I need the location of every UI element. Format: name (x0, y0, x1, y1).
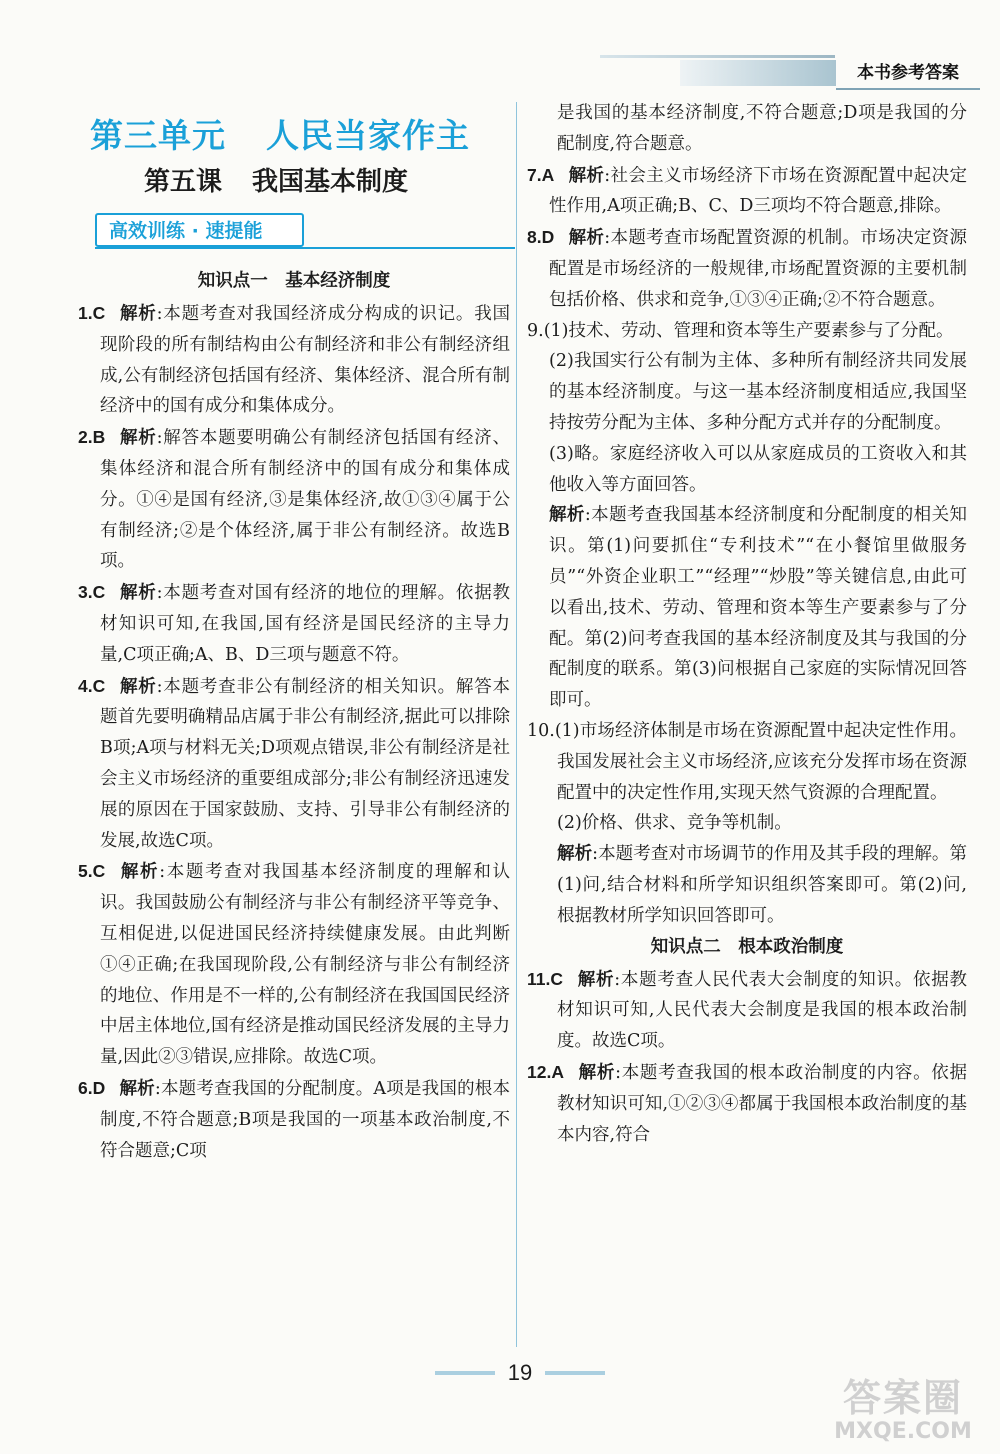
right-column (527, 98, 967, 1150)
answer-item-9-analysis (527, 500, 967, 716)
answer-item-6-continued: 是我国的基本经济制度,不符合题意;D项是我国的分配制度,符合题意。 (557, 103, 967, 154)
watermark-logo (818, 1376, 988, 1446)
analysis-label: 解析 (119, 676, 157, 697)
answer-item-9-part-2: (2)我国实行公有制为主体、多种所有制经济共同发展的基本经济制度。与这一基本经济制度相适应,我国坚持按劳分配为主体、多种分配方式并存的分配制度。 (549, 351, 967, 433)
answer-item-12 (527, 1057, 967, 1150)
lesson-title-name: 我国基本制度 (252, 167, 409, 197)
answer-number: 11.C (527, 968, 563, 989)
page-footer (420, 1360, 620, 1390)
answer-number: 2.B (78, 427, 106, 448)
answer-text: :本题考查我国的根本政治制度的内容。依据教材知识可知,①②③④都属于我国根本政治制度的基本内容,符合 (557, 1062, 967, 1145)
analysis-label: 解析 (577, 1062, 616, 1083)
footer-decor-right (545, 1371, 605, 1375)
analysis-label: 解析 (119, 583, 157, 604)
unit-title-name: 人民当家作主 (266, 116, 470, 155)
answer-text: :本题考查我国的分配制度。A项是我国的根本制度,不符合题意;B项是我国的一项基本政治制度,不符合题意;C项 (100, 1078, 510, 1161)
answer-item-10-part-1: 10.(1)市场经济体制是市场在资源配置中起决定性作用。我国发展社会主义市场经济,应该充分发挥市场在资源配置中的决定性作用,实现天然气资源的合理配置。 (527, 720, 967, 803)
section-badge (95, 213, 307, 247)
analysis-label: 解析 (568, 228, 605, 249)
answer-text: :社会主义市场经济下市场在资源配置中起决定性作用,A项正确;B、C、D三项均不符合题意,排除。 (549, 165, 967, 217)
footer-decor-left (435, 1371, 495, 1375)
answer-text: :本题考查对我国经济成分构成的识记。我国现阶段的所有制结构由公有制经济和非公有制经济组成,公有制经济包括国有经济、集体经济、混合所有制经济中的国有成分和集体成分。 (100, 304, 510, 417)
answer-text: :本题考查对国有经济的地位的理解。依据教材知识可知,在我国,国有经济是国民经济的主导力量,C项正确;A、B、D三项与题意不符。 (100, 583, 510, 665)
header-label: 本书参考答案 (836, 58, 980, 90)
analysis-text: :本题考查对市场调节的作用及其手段的理解。第(1)问,结合材料和所学知识组织答案即可。第(2)问,根据教材所学知识回答即可。 (557, 844, 967, 926)
section-heading-1: 知识点一 基本经济制度 (197, 271, 391, 291)
answer-text: :解答本题要明确公有制经济包括国有经济、集体经济和混合所有制经济中的国有成分和集体成分。①④是国有经济,③是集体经济,故①③④属于公有制经济;②是个体经济,属于非公有制经济。故选B项。 (100, 428, 510, 572)
lesson-title-number: 第五课 (144, 167, 223, 197)
analysis-label: 解析 (119, 304, 157, 324)
left-column (78, 266, 510, 1166)
answer-number: 7.A (527, 164, 555, 185)
analysis-label: 解析 (549, 505, 585, 526)
answer-item-10-part-2: (2)价格、供求、竞争等机制。 (557, 813, 792, 834)
answer-item-6 (78, 1073, 510, 1166)
analysis-label: 解析 (568, 165, 605, 186)
answer-item-4 (78, 671, 510, 857)
lesson-title (144, 161, 464, 198)
section-badge-box (95, 213, 304, 247)
unit-title-number: 第三单元 (90, 116, 226, 155)
answer-item-2 (78, 422, 510, 577)
answer-text: :本题考查非公有制经济的相关知识。解答本题首先要明确精品店属于非公有制经济,据此可以排除B项;A项与材料无关;D项观点错误,非公有制经济是社会主义市场经济的重要组成部分;非公有制经济迅速发展的原因在于国家鼓励、支持、引导非公有制经济的发展,故选C项。 (100, 676, 510, 851)
answer-item-9-part-1: 9.(1)技术、劳动、管理和资本等生产要素参与了分配。 (527, 320, 954, 341)
section-badge-label: 高效训练 · 速提能 (109, 220, 263, 242)
analysis-label: 解析 (119, 428, 157, 449)
answer-number: 12.A (527, 1061, 564, 1082)
page-number: 19 (507, 1360, 533, 1385)
answer-item-1 (78, 298, 510, 422)
answer-text: :本题考查人民代表大会制度的知识。依据教材知识可知,人民代表大会制度是我国的根本政治制度。故选C项。 (557, 969, 967, 1052)
answer-text: :本题考查市场配置资源的机制。市场决定资源配置是市场经济的一般规律,市场配置资源的主要机制包括价格、供求和竞争,①③④正确;②不符合题意。 (549, 228, 967, 310)
section-heading-2: 知识点二 根本政治制度 (650, 936, 844, 957)
watermark-url: MXQE.COM (834, 1419, 972, 1444)
answer-item-5 (78, 856, 510, 1073)
header-decor-line (600, 55, 835, 58)
analysis-label: 解析 (119, 862, 160, 883)
answer-item-9-part-3: (3)略。家庭经济收入可以从家庭成员的工资收入和其他收入等方面回答。 (549, 443, 967, 495)
answer-item-3 (78, 577, 510, 670)
answer-text: :本题考查对我国基本经济制度的理解和认识。我国鼓励公有制经济与非公有制经济平等竞争、互相促进,以促进国民经济持续健康发展。由此判断①④正确;在我国现阶段,公有制经济与非公有制经济的地位、作用是不一样的,公有制经济在我国国民经济中居主体地位,国有经济是推动国民经济发展的主导力量,因此②③错误,应排除。故选C项。 (100, 862, 510, 1068)
answer-number: 3.C (78, 582, 106, 603)
analysis-label: 解析 (557, 844, 593, 865)
watermark-text: 答案圈 (842, 1376, 963, 1420)
answer-item-11 (527, 964, 967, 1057)
answer-number: 4.C (78, 675, 106, 696)
answer-number: 6.D (78, 1077, 106, 1098)
answer-item-8 (527, 222, 967, 315)
analysis-text: :本题考查我国基本经济制度和分配制度的相关知识。第(1)问要抓住“专利技术”“在小餐馆里做服务员”“外资企业职工”“经理”“炒股”等关键信息,由此可以看出,技术、劳动、管理和资本等生产要素参与了分配。第(2)问考查我国的基本经济制度及其与我国的分配制度的联系。第(3)问根据自己家庭的实际情况回答即可。 (549, 505, 967, 711)
answer-item-10-analysis (527, 839, 967, 931)
answer-number: 1.C (78, 303, 106, 323)
answer-item-7 (527, 160, 967, 223)
unit-title (90, 110, 500, 157)
analysis-label: 解析 (119, 1078, 155, 1099)
answer-number: 8.D (527, 227, 555, 248)
section-badge-underline (95, 247, 515, 249)
analysis-label: 解析 (577, 969, 615, 990)
answer-number: 5.C (78, 861, 106, 882)
column-divider (516, 102, 517, 1347)
header-decor-tab (680, 60, 836, 86)
